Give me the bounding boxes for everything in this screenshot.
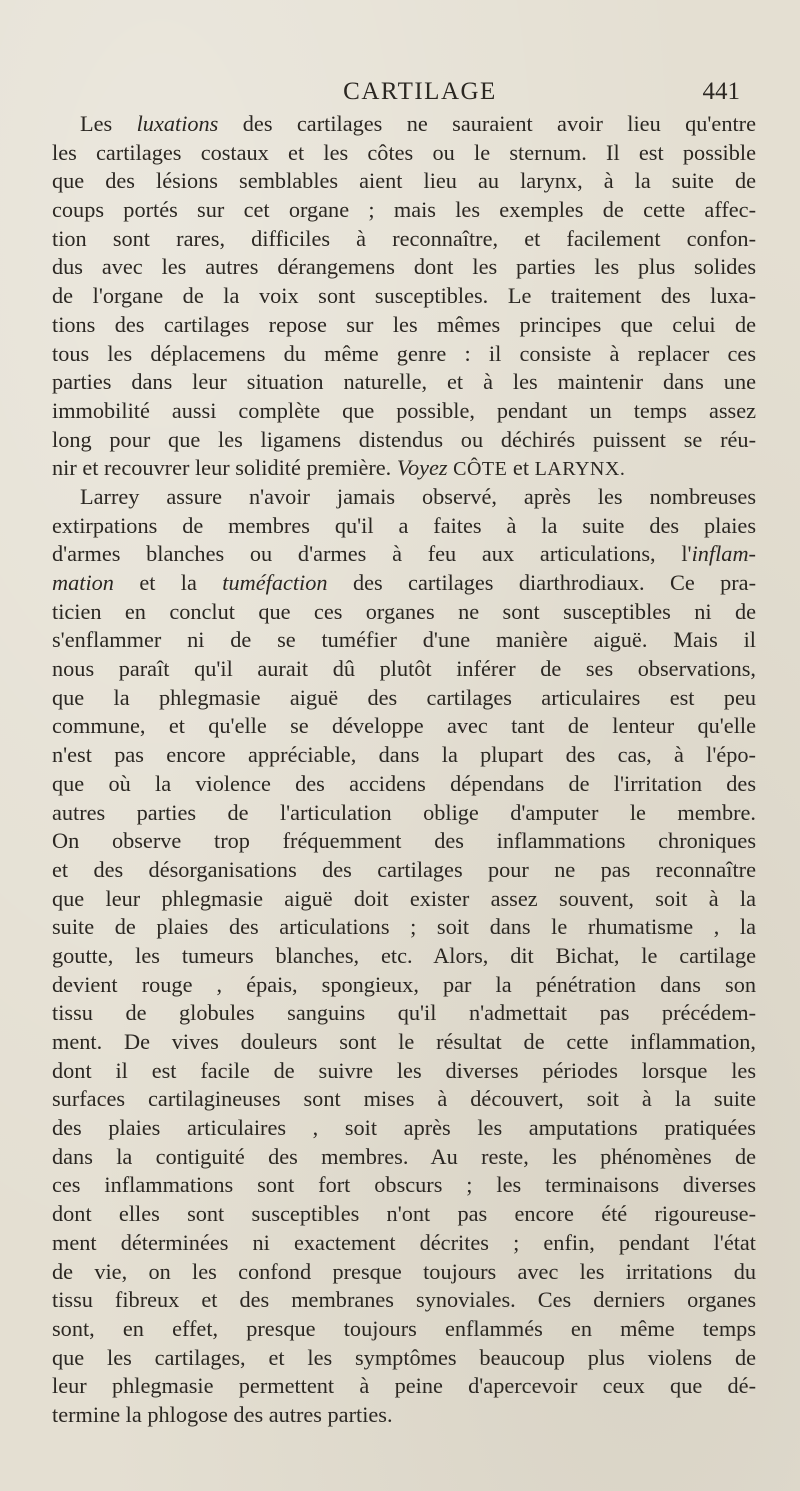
text-segment: de l'organe de la voix sont susceptibles. Le traitement des luxa- [52,283,756,309]
text-segment: commune, et qu'elle se développe avec tant de lenteur qu'elle [52,713,756,739]
text-segment: Les [80,111,137,136]
text-line [52,311,756,340]
text-line [52,856,756,885]
text-line [52,110,756,139]
text-segment: tissu fibreux et des membranes synoviales. Ces derniers organes [52,1287,756,1313]
text-line [52,971,756,1000]
text-line [52,1114,756,1143]
text-line [52,712,756,741]
text-segment: termine la phlogose des autres parties. [52,1401,393,1427]
text-segment: dans la contiguité des membres. Au reste, les phénomènes de [52,1143,756,1169]
text-line [52,1171,756,1200]
text-line [52,540,756,569]
text-line [52,942,756,971]
text-segment: ticien en conclut que ces organes ne sont susceptibles ni de [52,598,756,624]
text-segment: dont il est facile de suivre les diverses périodes lorsque les [52,1057,756,1083]
text-line [52,225,756,254]
text-segment: surfaces cartilagineuses sont mises à découvert, soit à la suite [52,1086,756,1112]
text-segment: d'armes blanches ou d'armes à feu aux articulations, l' [52,541,692,567]
running-head-title: CARTILAGE [343,78,497,105]
text-segment: des cartilages ne sauraient avoir lieu qu'entre [218,111,756,136]
text-line [52,167,756,196]
text-line [52,1258,756,1287]
text-line [52,1143,756,1172]
text-line [52,340,756,369]
text-line [52,253,756,282]
text-line [52,1401,756,1430]
text-line [52,196,756,225]
text-segment: que où la violence des accidens dépendans de l'irritation des [52,770,756,796]
text-line [52,626,756,655]
text-line [52,1085,756,1114]
text-line [52,1315,756,1344]
text-segment: ces inflammations sont fort obscurs ; les terminaisons diverses [52,1172,756,1198]
text-segment: des plaies articulaires , soit après les amputations pratiquées [52,1115,756,1141]
italic-term: Voyez [396,455,448,481]
text-segment: coups portés sur cet organe ; mais les exemples de cette affec- [52,197,756,223]
text-segment: des cartilages diarthrodiaux. Ce pra- [327,570,756,595]
text-line [52,770,756,799]
text-line [52,655,756,684]
page-number: 441 [702,78,740,105]
text-segment: devient rouge , épais, spongieux, par la pénétration dans son [52,971,756,997]
text-segment: tissu de globules sanguins qu'il n'admettait pas précédem- [52,1000,756,1026]
text-line [52,741,756,770]
cross-reference: LARYNX. [534,458,626,481]
text-line [52,1229,756,1258]
text-line [52,598,756,627]
text-segment: suite de plaies des articulations ; soit dans le rhumatisme , la [52,914,756,940]
text-line [52,799,756,828]
text-segment: leur phlegmasie permettent à peine d'apercevoir ceux que dé- [52,1373,756,1399]
text-segment: nir et recouvrer leur solidité première. [52,455,397,481]
text-line [52,1200,756,1229]
text-segment: sont, en effet, presque toujours enflammés en même temps [52,1315,756,1341]
text-line [52,684,756,713]
italic-term: mation [52,570,114,595]
text-segment: les cartilages costaux et les côtes ou le sternum. Il est possible [52,139,756,165]
text-segment: parties dans leur situation naturelle, et à les maintenir dans une [52,369,756,395]
text-line [52,913,756,942]
text-segment: que des lésions semblables aient lieu au larynx, à la suite de [52,168,756,194]
body-text [52,110,756,1430]
running-head [60,78,760,112]
text-segment: Larrey assure n'avoir jamais observé, après les nombreuses [80,483,756,509]
text-segment: autres parties de l'articulation oblige d'amputer le membre. [52,799,756,825]
italic-term: luxations [136,111,219,136]
text-line [52,1057,756,1086]
text-line [52,1344,756,1373]
text-line [52,999,756,1028]
text-line [52,282,756,311]
text-line [52,454,756,483]
text-line [52,426,756,455]
text-segment: et la [113,570,223,595]
text-segment: s'enflammer ni de se tuméfier d'une manière aiguë. Mais il [52,627,756,653]
text-segment: que leur phlegmasie aiguë doit exister assez souvent, soit à la [52,885,756,911]
text-line [52,885,756,914]
text-segment: long pour que les ligamens distendus ou déchirés puissent se réu- [52,426,756,452]
text-line [52,139,756,168]
text-segment: que les cartilages, et les symptômes beaucoup plus violens de [52,1344,756,1370]
text-segment: de vie, on les confond presque toujours avec les irritations du [52,1258,756,1284]
text-line [52,512,756,541]
text-segment: ment. De vives douleurs sont le résultat de cette inflammation, [52,1029,756,1054]
text-segment: On observe trop fréquemment des inflammations chroniques [52,828,756,854]
text-segment: tion sont rares, difficiles à reconnaître, et facilement confon- [52,225,756,251]
text-line [52,397,756,426]
text-segment: ment déterminées ni exactement décrites ; enfin, pendant l'état [52,1229,756,1255]
text-line [52,827,756,856]
text-segment: et [507,455,535,481]
text-segment: que la phlegmasie aiguë des cartilages articulaires est peu [52,684,756,710]
italic-term: tuméfaction [222,570,328,595]
text-segment: nous paraît qu'il aurait dû plutôt inférer de ses observations, [52,656,756,682]
italic-term: inflam- [691,541,756,567]
text-line [52,368,756,397]
text-line [52,1372,756,1401]
text-segment: n'est pas encore appréciable, dans la plupart des cas, à l'épo- [52,742,756,768]
text-segment: tous les déplacemens du même genre : il consiste à replacer ces [52,340,756,366]
text-line [52,483,756,512]
text-segment: immobilité aussi complète que possible, pendant un temps assez [52,397,756,423]
text-line [52,569,756,598]
cross-reference: CÔTE [447,458,508,481]
text-line [52,1028,756,1057]
text-segment: dont elles sont susceptibles n'ont pas encore été rigoureuse- [52,1201,756,1227]
text-segment: goutte, les tumeurs blanches, etc. Alors, dit Bichat, le cartilage [52,942,756,968]
text-segment: dus avec les autres dérangemens dont les parties les plus solides [52,254,756,280]
text-segment: extirpations de membres qu'il a faites à la suite des plaies [52,512,756,538]
text-segment: tions des cartilages repose sur les mêmes principes que celui de [52,311,756,337]
text-segment: et des désorganisations des cartilages pour ne pas reconnaître [52,856,756,882]
text-line [52,1286,756,1315]
